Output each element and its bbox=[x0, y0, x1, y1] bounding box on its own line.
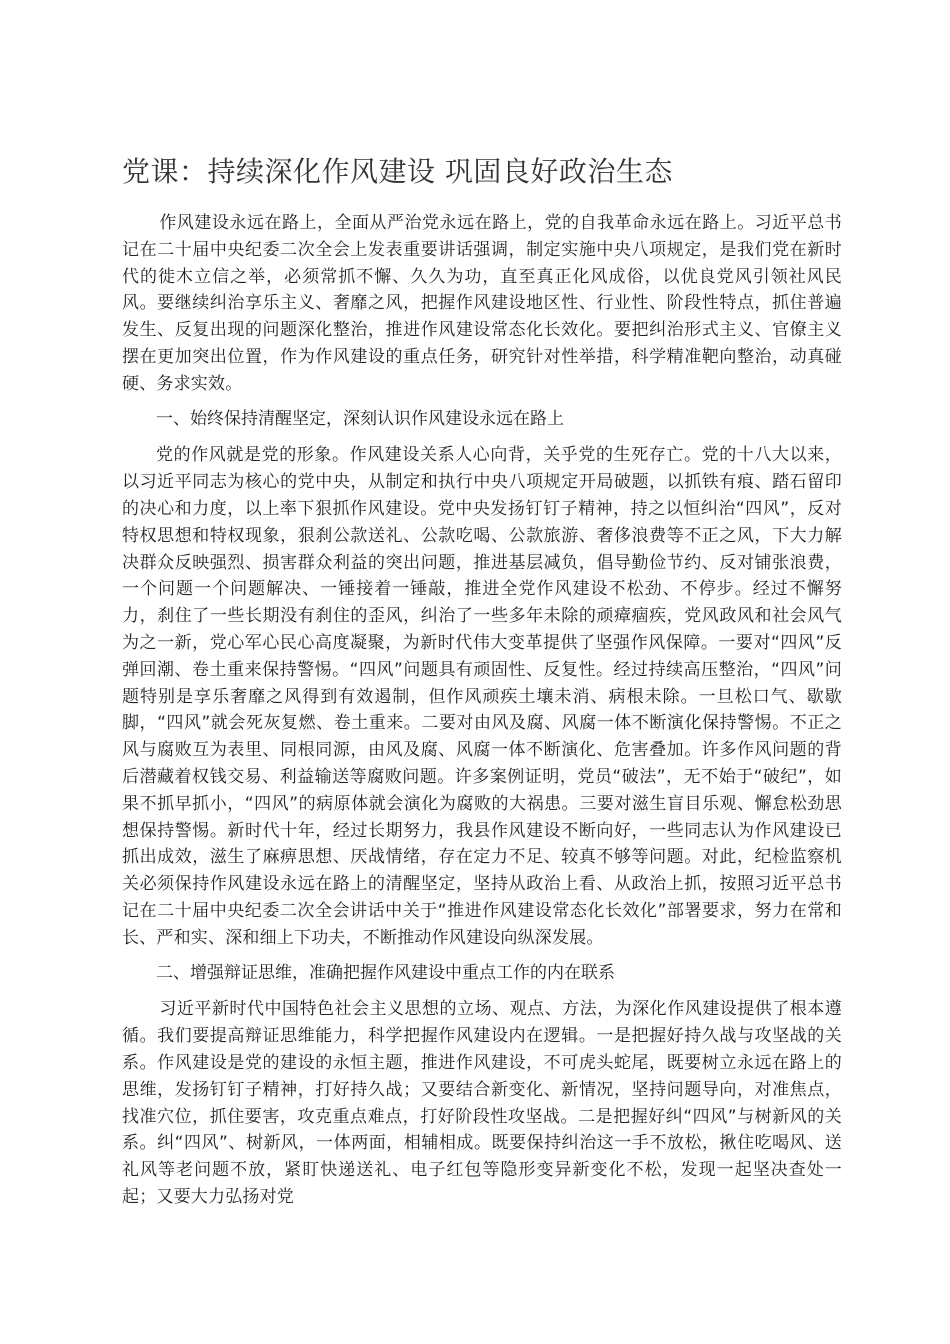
intro-paragraph: 作风建设永远在路上，全面从严治党永远在路上，党的自我革命永远在路上。习近平总书记在二十届中央纪委二次全会上发表重要讲话强调，制定实施中央八项规定，是我们党在新时代的徙木立信之举，必须常抓不懈、久久为功，直至真正化风成俗，以优良党风引领社风民风。要继续纠治享乐主义、奢靡之风，把握作风建设地区性、行业性、阶段性特点，抓住普遍发生、反复出现的问题深化整治，推进作风建设常态化长效化。要把纠治形式主义、官僚主义摆在更加突出位置，作为作风建设的重点任务，研究针对性举措，科学精准靶向整治，动真碰硬、务求实效。 bbox=[122, 213, 842, 394]
section-body-2: 习近平新时代中国特色社会主义思想的立场、观点、方法，为深化作风建设提供了根本遵循。我们要提高辩证思维能力，科学把握作风建设内在逻辑。一是把握好持久战与攻坚战的关系。作风建设是党的建设的永恒主题，推进作风建设，不可虎头蛇尾，既要树立永远在路上的思维，发扬钉钉子精神，打好持久战；又要结合新变化、新情况，坚持问题导向，对准焦点，找准穴位，抓住要害，攻克重点难点，打好阶段性攻坚战。二是把握好纠“四风”与树新风的关系。纠“四风”、树新风，一体两面，相辅相成。既要保持纠治这一手不放松，揪住吃喝风、送礼风等老问题不放，紧盯快递送礼、电子红包等隐形变异新变化不松，发现一起坚决查处一起；又要大力弘扬对党 bbox=[122, 999, 842, 1207]
section-heading-1: 一、始终保持清醒坚定，深刻认识作风建设永远在路上 bbox=[156, 408, 564, 429]
document-title: 党课：持续深化作风建设 巩固良好政治生态 bbox=[122, 155, 673, 188]
section-heading-2: 二、增强辩证思维，准确把握作风建设中重点工作的内在联系 bbox=[156, 962, 615, 983]
document-page bbox=[122, 150, 842, 1211]
section-body-1: 党的作风就是党的形象。作风建设关系人心向背，关乎党的生死存亡。党的十八大以来，以习近平同志为核心的党中央，从制定和执行中央八项规定开局破题，以抓铁有痕、踏石留印的决心和力度，以上率下狠抓作风建设。党中央发扬钉钉子精神，持之以恒纠治“四风”，反对特权思想和特权现象，狠刹公款送礼、公款吃喝、公款旅游、奢侈浪费等不正之风，下大力解决群众反映强烈、损害群众利益的突出问题，推进基层减负，倡导勤俭节约、反对铺张浪费，一个问题一个问题解决、一锤接着一锤敲，推进全党作风建设不松劲、不停步。经过不懈努力，刹住了一些长期没有刹住的歪风，纠治了一些多年未除的顽瘴痼疾，党风政风和社会风气为之一新，党心军心民心高度凝聚，为新时代伟大变革提供了坚强作风保障。一要对“四风”反弹回潮、卷土重来保持警惕。“四风”问题具有顽固性、反复性。经过持续高压整治，“四风”问题特别是享乐奢靡之风得到有效遏制，但作风顽疾土壤未消、病根未除。一旦松口气、歇歇脚，“四风”就会死灰复燃、卷土重来。二要对由风及腐、风腐一体不断演化保持警惕。不正之风与腐败互为表里、同根同源，由风及腐、风腐一体不断演化、危害叠加。许多作风问题的背后潜藏着权钱交易、利益输送等腐败问题。许多案例证明，党员“破法”，无不始于“破纪”，如果不抓早抓小，“四风”的病原体就会演化为腐败的大祸患。三要对滋生盲目乐观、懈怠松劲思想保持警惕。新时代十年，经过长期努力，我县作风建设不断向好，一些同志认为作风建设已抓出成效，滋生了麻痹思想、厌战情绪，存在定力不足、较真不够等问题。对此，纪检监察机关必须保持作风建设永远在路上的清醒坚定，坚持从政治上看、从政治上抓，按照习近平总书记在二十届中央纪委二次全会讲话中关于“推进作风建设常态化长效化”部署要求，努力在常和长、严和实、深和细上下功夫，不断推动作风建设向纵深发展。 bbox=[122, 445, 842, 948]
